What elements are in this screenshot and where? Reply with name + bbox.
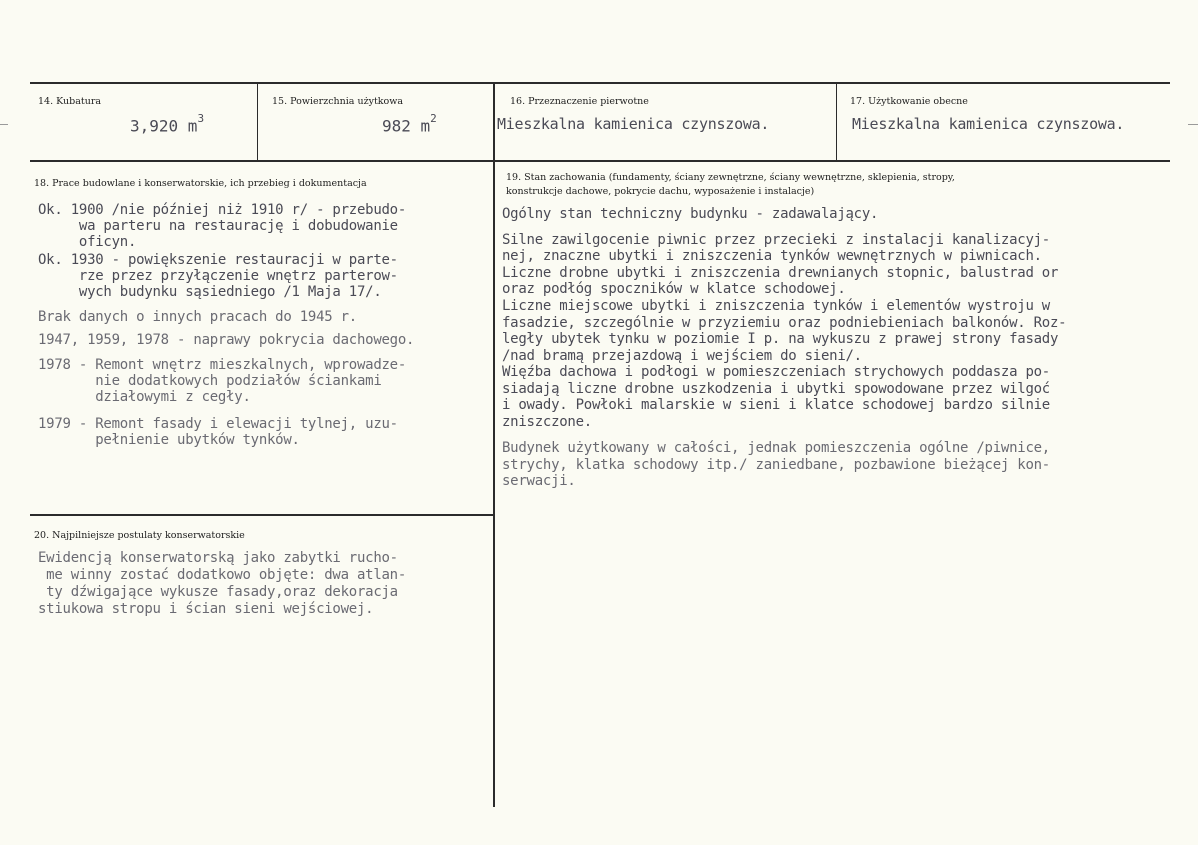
field-18-entry-5-line-1: 1978 - Remont wnętrz mieszkalnych, wprowadze- — [38, 357, 407, 373]
field-19-line: oraz podłóg spoczników w klatce schodowej. — [502, 281, 846, 297]
field-18-entry-2-line-1: Ok. 1930 - powiększenie restauracji w parte- — [38, 252, 398, 268]
field-19-line: Liczne drobne ubytki i zniszczenia drewnianych stopnic, balustrad or — [502, 265, 1059, 281]
field-19-line: Ogólny stan techniczny budynku - zadawalający. — [502, 206, 879, 222]
field-18-entry-4: 1947, 1959, 1978 - naprawy pokrycia dachowego. — [38, 332, 415, 348]
field-16-label: 16. Przeznaczenie pierwotne — [510, 96, 649, 107]
margin-mark-right — [1188, 124, 1198, 125]
divider-14-15 — [257, 83, 258, 161]
field-16-value: Mieszkalna kamienica czynszowa. — [497, 115, 770, 133]
field-18-entry-6-line-2: pełnienie ubytków tynków. — [38, 432, 300, 448]
field-19-line: Budynek użytkowany w całości, jednak pomieszczenia ogólne /piwnice, — [502, 440, 1050, 456]
field-18-label: 18. Prace budowlane i konserwatorskie, ich przebieg i dokumentacja — [34, 178, 367, 189]
field-19-line: zniszczone. — [502, 414, 592, 430]
field-19-line: /nad bramą przejazdową i wejściem do sieni/. — [502, 348, 862, 364]
field-20-line: Ewidencją konserwatorską jako zabytki rucho- — [38, 550, 398, 566]
field-20-line: stiukowa stropu i ścian sieni wejściowej. — [38, 601, 374, 617]
field-17-value: Mieszkalna kamienica czynszowa. — [852, 115, 1125, 133]
field-15-number: 982 m — [382, 116, 431, 136]
field-19-line: serwacji. — [502, 473, 576, 489]
field-18-entry-1-line-2: wa parteru na restaurację i dobudowanie — [38, 218, 398, 234]
field-19-line: nej, znaczne ubytki i zniszczenia tynków wewnętrznych w piwnicach. — [502, 248, 1042, 264]
field-18-entry-2-line-2: rze przez przyłączenie wnętrz parterow- — [38, 268, 398, 284]
field-18-entry-6-line-1: 1979 - Remont fasady i elewacji tylnej, uzu- — [38, 416, 398, 432]
field-19-line: Silne zawilgocenie piwnic przez przecieki z instalacji kanalizacyj- — [502, 232, 1050, 248]
field-14-value — [130, 112, 205, 136]
field-18-entry-1-line-3: oficyn. — [38, 234, 137, 250]
field-19-line: strychy, klatka schodowy itp./ zaniedbane, pozbawione bieżącej kon- — [502, 457, 1050, 473]
field-20-line: me winny zostać dodatkowo objęte: dwa atlan- — [38, 567, 407, 583]
field-18-entry-5-line-3: działowymi z cegły. — [38, 389, 251, 405]
field-19-line: legły ubytek tynku w poziomie I p. na wykuszu z prawej strony fasady — [502, 331, 1059, 347]
field-19-line: i owady. Powłoki malarskie w sieni i klatce schodowej bardzo silnie — [502, 397, 1050, 413]
field-18-entry-3: Brak danych o innych pracach do 1945 r. — [38, 309, 357, 325]
field-19-label-line-2: konstrukcje dachowe, pokrycie dachu, wyposażenie i instalacje) — [506, 186, 815, 197]
field-15-exponent: 2 — [430, 112, 437, 125]
field-14-number: 3,920 m — [130, 116, 198, 136]
field-14-label: 14. Kubatura — [38, 96, 102, 107]
field-14-exponent: 3 — [197, 112, 205, 125]
field-19-line: Liczne miejscowe ubytki i zniszczenia tynków i elementów wystroju w — [502, 298, 1050, 314]
divider-15-16 — [493, 83, 495, 807]
field-18-entry-5-line-2: nie dodatkowych podziałów ściankami — [38, 373, 382, 389]
field-19-line: siadają liczne drobne uszkodzenia i ubytki spowodowane przez wilgoć — [502, 381, 1050, 397]
field-15-value — [382, 112, 437, 136]
field-20-label: 20. Najpilniejsze postulaty konserwatorskie — [34, 530, 245, 541]
rule-field20-top — [30, 514, 493, 516]
field-18-entry-2-line-3: wych budynku sąsiedniego /1 Maja 17/. — [38, 284, 382, 300]
divider-16-17 — [836, 83, 837, 161]
rule-row2-top — [30, 160, 1170, 162]
field-19-line: fasadzie, szczególnie w przyziemiu oraz podniebieniach balkonów. Roz- — [502, 315, 1067, 331]
rule-top — [30, 82, 1170, 84]
field-18-entry-1-line-1: Ok. 1900 /nie później niż 1910 r/ - przebudo- — [38, 202, 407, 218]
margin-mark-left — [0, 124, 8, 125]
field-19-line: Więźba dachowa i podłogi w pomieszczeniach strychowych poddasza po- — [502, 364, 1050, 380]
field-15-label: 15. Powierzchnia użytkowa — [272, 96, 404, 107]
field-19-label-line-1: 19. Stan zachowania (fundamenty, ściany zewnętrzne, ściany wewnętrzne, sklepienia, stropy, — [506, 172, 955, 183]
field-17-label: 17. Użytkowanie obecne — [850, 96, 968, 107]
field-20-line: ty dźwigające wykusze fasady,oraz dekoracja — [38, 584, 398, 600]
